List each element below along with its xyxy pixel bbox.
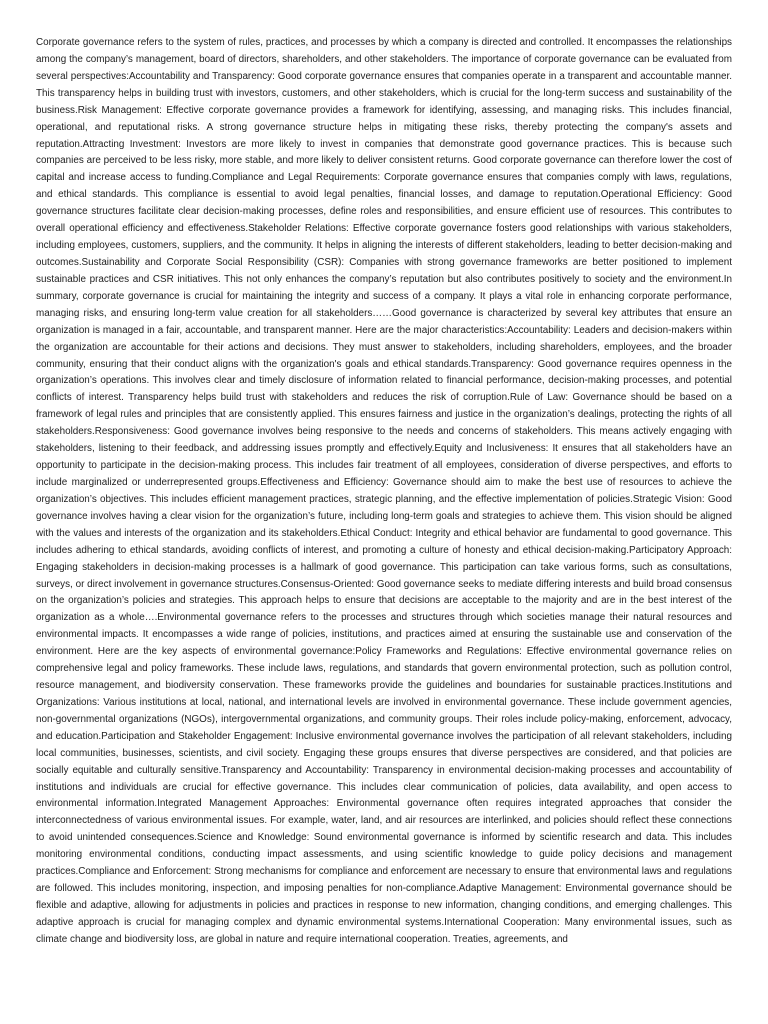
- body-text: Corporate governance refers to the system of rules, practices, and processes by which a company is directed and controlled. It encompasses the relationships among the company’s management, board of directors, shareholders, and other stakeholders. The importance of corporate governance can be evaluated from several perspectives:Accountability and Transparency: Good corporate governance ensures that companies operate in a transparent and accountable manner. This transparency helps in building trust with investors, customers, and other stakeholders, which is crucial for the long-term success and sustainability of the business.Risk Management: Effective corporate governance provides a framework for identifying, assessing, and managing risks. This includes financial, operational, and reputational risks. A strong governance structure helps in mitigating these risks, thereby protecting the company's assets and reputation.Attracting Investment: Investors are more likely to invest in companies that demonstrate good governance practices. This is because such companies are perceived to be less risky, more stable, and more likely to deliver consistent returns. Good corporate governance can therefore lower the cost of capital and increase access to funding.Compliance and Legal Requirements: Corporate governance ensures that companies comply with laws, regulations, and ethical standards. This compliance is essential to avoid legal penalties, financial losses, and damage to reputation.Operational Efficiency: Good governance structures facilitate clear decision-making processes, define roles and responsibilities, and ensure efficient use of resources. This contributes to overall operational efficiency and effectiveness.Stakeholder Relations: Effective corporate governance fosters good relationships with various stakeholders, including employees, customers, suppliers, and the community. It helps in aligning the interests of different stakeholders, leading to better decision-making and outcomes.Sustainability and Corporate Social Responsibility (CSR): Companies with strong governance frameworks are better positioned to implement sustainable practices and CSR initiatives. This not only enhances the company’s reputation but also contributes positively to society and the environment.In summary, corporate governance is crucial for maintaining the integrity and success of a company. It plays a vital role in enhancing corporate performance, managing risks, and ensuring long-term value creation for all stakeholders……Good governance is characterized by several key attributes that ensure an organization is managed in a fair, accountable, and transparent manner. Here are the major characteristics:Accountability: Leaders and decision-makers within the organization are accountable for their actions and decisions. They must answer to stakeholders, including shareholders, employees, and the broader community, ensuring that their conduct aligns with the organization's goals and ethical standards.Transparency: Good governance requires openness in the organization’s operations. This involves clear and timely disclosure of information related to financial performance, decision-making processes, and potential conflicts of interest. Transparency helps build trust with stakeholders and reduces the risk of corruption.Rule of Law: Governance should be based on a framework of legal rules and principles that are consistently applied. This ensures fairness and justice in the organization’s dealings, protecting the rights of all stakeholders.Responsiveness: Good governance involves being responsive to the needs and concerns of stakeholders. This means actively engaging with stakeholders, listening to their feedback, and addressing issues promptly and effectively.Equity and Inclusiveness: It ensures that all stakeholders have an opportunity to participate in the decision-making process. This includes fair treatment of all employees, consideration of diverse perspectives, and efforts to include marginalized or underrepresented groups.Effectiveness and Efficiency: Governance should aim to make the best use of resources to achieve the organization’s objectives. This includes efficient management practices, strategic planning, and the effective implementation of policies.Strategic Vision: Good governance involves having a clear vision for the organization’s future, including long-term goals and strategies to achieve them. This vision should be aligned with the values and interests of the organization and its stakeholders.Ethical Conduct: Integrity and ethical behavior are fundamental to good governance. This includes adhering to ethical standards, avoiding conflicts of interest, and promoting a culture of honesty and ethical decision-making.Participatory Approach: Engaging stakeholders in decision-making processes is a hallmark of good governance. This participation can take various forms, such as consultations, surveys, or direct involvement in governance structures.Consensus-Oriented: Good governance seeks to mediate differing interests and build broad consensus on the organization’s policies and strategies. This approach helps to ensure that decisions are acceptable to the majority and are in the best interest of the organization as a whole….Environmental governance refers to the processes and structures through which societies manage their natural resources and environmental impacts. It encompasses a wide range of policies, institutions, and practices aimed at ensuring the sustainable use and conservation of the environment. Here are the key aspects of environmental governance:Policy Frameworks and Regulations: Effective environmental governance relies on comprehensive legal and policy frameworks. These include laws, regulations, and standards that govern environmental protection, such as pollution control, resource management, and biodiversity conservation. These frameworks provide the guidelines and boundaries for sustainable practices.Institutions and Organizations: Various institutions at local, national, and international levels are involved in environmental governance. These include government agencies, non-governmental organizations (NGOs), intergovernmental organizations, and community groups. Their roles include policy-making, enforcement, advocacy, and education.Participation and Stakeholder Engagement: Inclusive environmental governance involves the participation of all relevant stakeholders, including local communities, businesses, scientists, and civil society. Engaging these groups ensures that diverse perspectives are considered, and that policies are socially equitable and culturally sensitive.Transparency and Accountability: Transparency in environmental decision-making processes and accountability of institutions and individuals are crucial for effective governance. This includes clear communication of policies, data availability, and open access to environmental information.Integrated Management Approaches: Environmental governance often requires integrated approaches that consider the interconnectedness of various environmental issues. For example, water, land, and air resources are interlinked, and policies should reflect these connections to avoid unintended consequences.Science and Knowledge: Sound environmental governance is informed by scientific research and data. This includes monitoring environmental conditions, conducting impact assessments, and using scientific knowledge to guide policy decisions and management practices.Compliance and Enforcement: Strong mechanisms for compliance and enforcement are necessary to ensure that environmental laws and regulations are followed. This includes monitoring, inspection, and imposing penalties for non-compliance.Adaptive Management: Environmental governance should be flexible and adaptive, allowing for adjustments in policies and practices in response to new information, changing conditions, and emerging challenges. This adaptive approach is crucial for managing complex and dynamic environmental systems.International Cooperation: Many environmental issues, such as climate change and biodiversity loss, are global in nature and require international cooperation. Treaties, agreements, and: [36, 37, 732, 945]
